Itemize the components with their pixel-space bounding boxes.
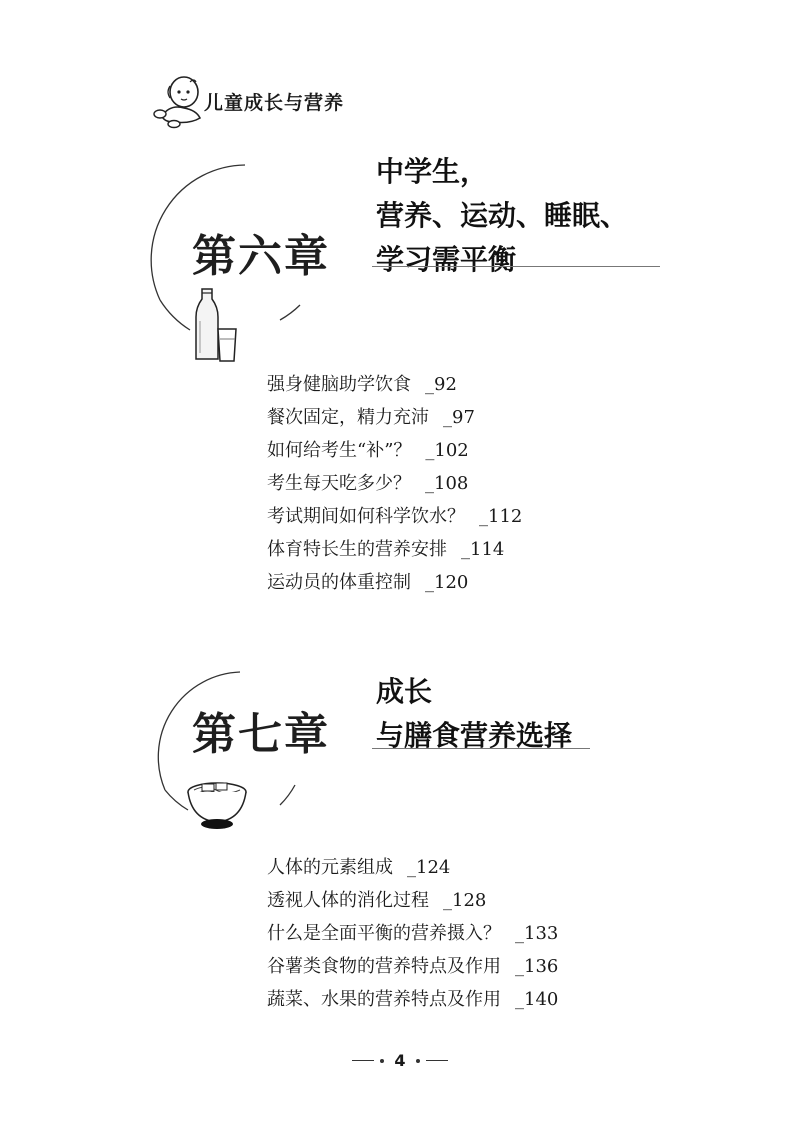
toc-entry-title: 强身健脑助学饮食 <box>267 374 411 395</box>
chapter-6-divider <box>372 266 660 267</box>
page-number: 4 <box>394 1051 406 1070</box>
footer-left-dot <box>380 1059 384 1063</box>
chapter-6-title-line: 学习需平衡 <box>376 243 517 276</box>
chapter-7-label: 第七章 <box>192 709 330 760</box>
chapter-7-section <box>0 660 800 840</box>
baby-icon <box>150 72 206 130</box>
toc-entry-page: _120 <box>425 572 469 593</box>
footer-right-dot <box>416 1059 420 1063</box>
toc-entry-page: _114 <box>461 539 505 560</box>
header-title: 儿童成长与营养 <box>204 92 345 114</box>
toc-entry-page: _128 <box>443 890 487 911</box>
toc-entry-page: _136 <box>515 956 559 977</box>
milk-bottle-and-glass-icon <box>190 285 242 363</box>
toc-entry-page: _108 <box>425 473 469 494</box>
toc-entry[interactable] <box>267 983 558 1016</box>
toc-entry[interactable] <box>267 917 558 950</box>
toc-entry[interactable] <box>267 950 558 983</box>
toc-entry-title: 餐次固定，精力充沛 <box>267 407 429 428</box>
toc-entry-title: 人体的元素组成 <box>267 857 393 878</box>
running-header <box>150 72 390 132</box>
toc-entry[interactable] <box>267 434 522 467</box>
toc-entry-title: 透视人体的消化过程 <box>267 890 429 911</box>
toc-entry-title: 如何给考生“补”？ <box>267 440 412 461</box>
toc-entry-page: _124 <box>407 857 451 878</box>
chapter-7-title-line: 成长 <box>376 675 433 708</box>
toc-entry-title: 运动员的体重控制 <box>267 572 411 593</box>
toc-entry[interactable] <box>267 467 522 500</box>
toc-entry-title: 什么是全面平衡的营养摄入？ <box>267 923 501 944</box>
toc-entry-title: 谷薯类食物的营养特点及作用 <box>267 956 501 977</box>
toc-entry-title: 蔬菜、水果的营养特点及作用 <box>267 989 501 1010</box>
chapter-6-title <box>376 150 628 282</box>
page-footer <box>0 1050 800 1070</box>
chapter-6-title-line: 中学生， <box>376 155 489 188</box>
toc-entry[interactable] <box>267 566 522 599</box>
toc-entry-page: _112 <box>479 506 523 527</box>
toc-entry[interactable] <box>267 401 522 434</box>
toc-entry[interactable] <box>267 368 522 401</box>
chapter-7-divider <box>372 748 590 749</box>
toc-entry-page: _102 <box>425 440 469 461</box>
toc-entry-title: 考生每天吃多少？ <box>267 473 411 494</box>
toc-entry-title: 考试期间如何科学饮水？ <box>267 506 465 527</box>
noodle-bowl-icon <box>186 778 248 830</box>
footer-left-rule <box>352 1060 374 1061</box>
footer-right-rule <box>426 1060 448 1061</box>
chapter-7-title <box>376 670 572 758</box>
toc-entry-page: _133 <box>515 923 559 944</box>
chapter-7-title-line: 与膳食营养选择 <box>376 719 573 752</box>
chapter-6-title-line: 营养、运动、睡眠、 <box>376 199 629 232</box>
chapter-6-section <box>0 140 800 370</box>
toc-entry[interactable] <box>267 533 522 566</box>
chapter-6-toc <box>267 368 522 599</box>
toc-entry[interactable] <box>267 884 558 917</box>
toc-entry-page: _140 <box>515 989 559 1010</box>
toc-entry-page: _92 <box>425 374 457 395</box>
toc-entry-title: 体育特长生的营养安排 <box>267 539 447 560</box>
toc-entry[interactable] <box>267 500 522 533</box>
chapter-7-toc <box>267 851 558 1016</box>
toc-entry-page: _97 <box>443 407 475 428</box>
chapter-6-label: 第六章 <box>192 231 330 282</box>
toc-entry[interactable] <box>267 851 558 884</box>
